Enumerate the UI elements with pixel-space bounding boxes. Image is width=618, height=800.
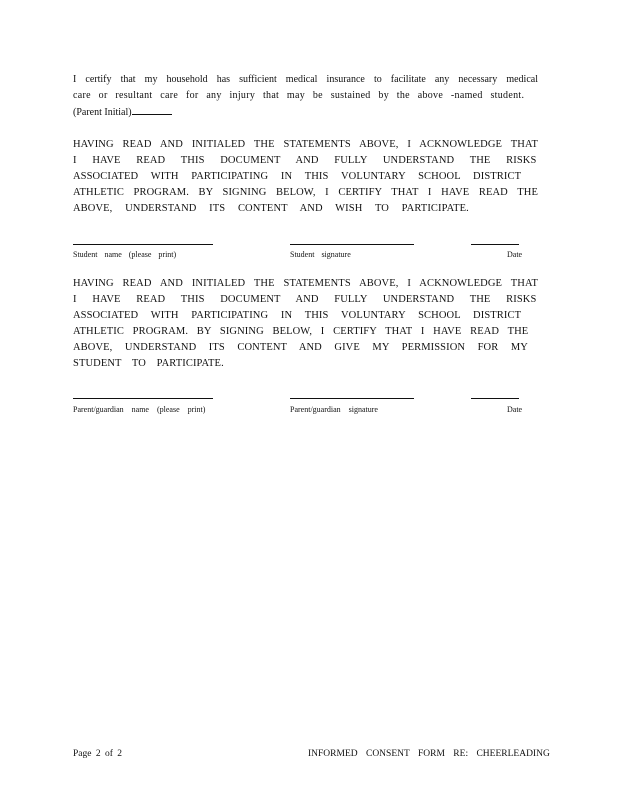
student-ack-line: ABOVE, UNDERSTAND ITS CONTENT AND WISH TO PARTICIPATE. (73, 203, 469, 214)
student-date-field[interactable] (471, 244, 519, 245)
insurance-line: I certify that my household has sufficient medical insurance to facilitate any necessary medical (73, 74, 538, 85)
parent-signature-field[interactable] (290, 398, 414, 399)
parent-acknowledgement (73, 276, 538, 372)
student-date-label: Date (507, 250, 523, 259)
parent-initial-row (73, 104, 538, 121)
parent-name-label: Parent/guardian name (please print) (73, 405, 206, 414)
student-acknowledgement (73, 137, 538, 217)
parent-ack-line: ABOVE, UNDERSTAND ITS CONTENT AND GIVE MY PERMISSION FOR MY (73, 342, 528, 353)
parent-ack-line: ATHLETIC PROGRAM. BY SIGNING BELOW, I CERTIFY THAT I HAVE READ THE (73, 326, 529, 337)
parent-date-field[interactable] (471, 398, 519, 399)
parent-ack-line: HAVING READ AND INITIALED THE STATEMENTS ABOVE, I ACKNOWLEDGE THAT (73, 278, 538, 289)
parent-signature-label: Parent/guardian signature (290, 405, 378, 414)
student-name-field[interactable] (73, 244, 213, 245)
parent-ack-line: ASSOCIATED WITH PARTICIPATING IN THIS VOLUNTARY SCHOOL DISTRICT (73, 310, 522, 321)
parent-initial-field[interactable] (132, 104, 172, 115)
form-title: INFORMED CONSENT FORM RE: CHEERLEADING (308, 749, 550, 759)
parent-ack-line: I HAVE READ THIS DOCUMENT AND FULLY UNDERSTAND THE RISKS (73, 294, 537, 305)
parent-name-field[interactable] (73, 398, 213, 399)
parent-date-label: Date (507, 405, 523, 414)
student-name-label: Student name (please print) (73, 250, 177, 259)
student-signature-field[interactable] (290, 244, 414, 245)
student-ack-line: ASSOCIATED WITH PARTICIPATING IN THIS VOLUNTARY SCHOOL DISTRICT (73, 171, 522, 182)
insurance-paragraph (73, 72, 538, 121)
student-ack-line: HAVING READ AND INITIALED THE STATEMENTS ABOVE, I ACKNOWLEDGE THAT (73, 139, 538, 150)
student-ack-line: ATHLETIC PROGRAM. BY SIGNING BELOW, I CERTIFY THAT I HAVE READ THE (73, 187, 538, 198)
insurance-line: care or resultant care for any injury that may be sustained by the above -named student. (73, 90, 525, 101)
page-number: Page 2 of 2 (73, 749, 123, 759)
student-ack-line: I HAVE READ THIS DOCUMENT AND FULLY UNDERSTAND THE RISKS (73, 155, 537, 166)
parent-ack-line: STUDENT TO PARTICIPATE. (73, 358, 224, 369)
student-signature-label: Student signature (290, 250, 351, 259)
parent-initial-label: (Parent Initial) (73, 107, 132, 118)
